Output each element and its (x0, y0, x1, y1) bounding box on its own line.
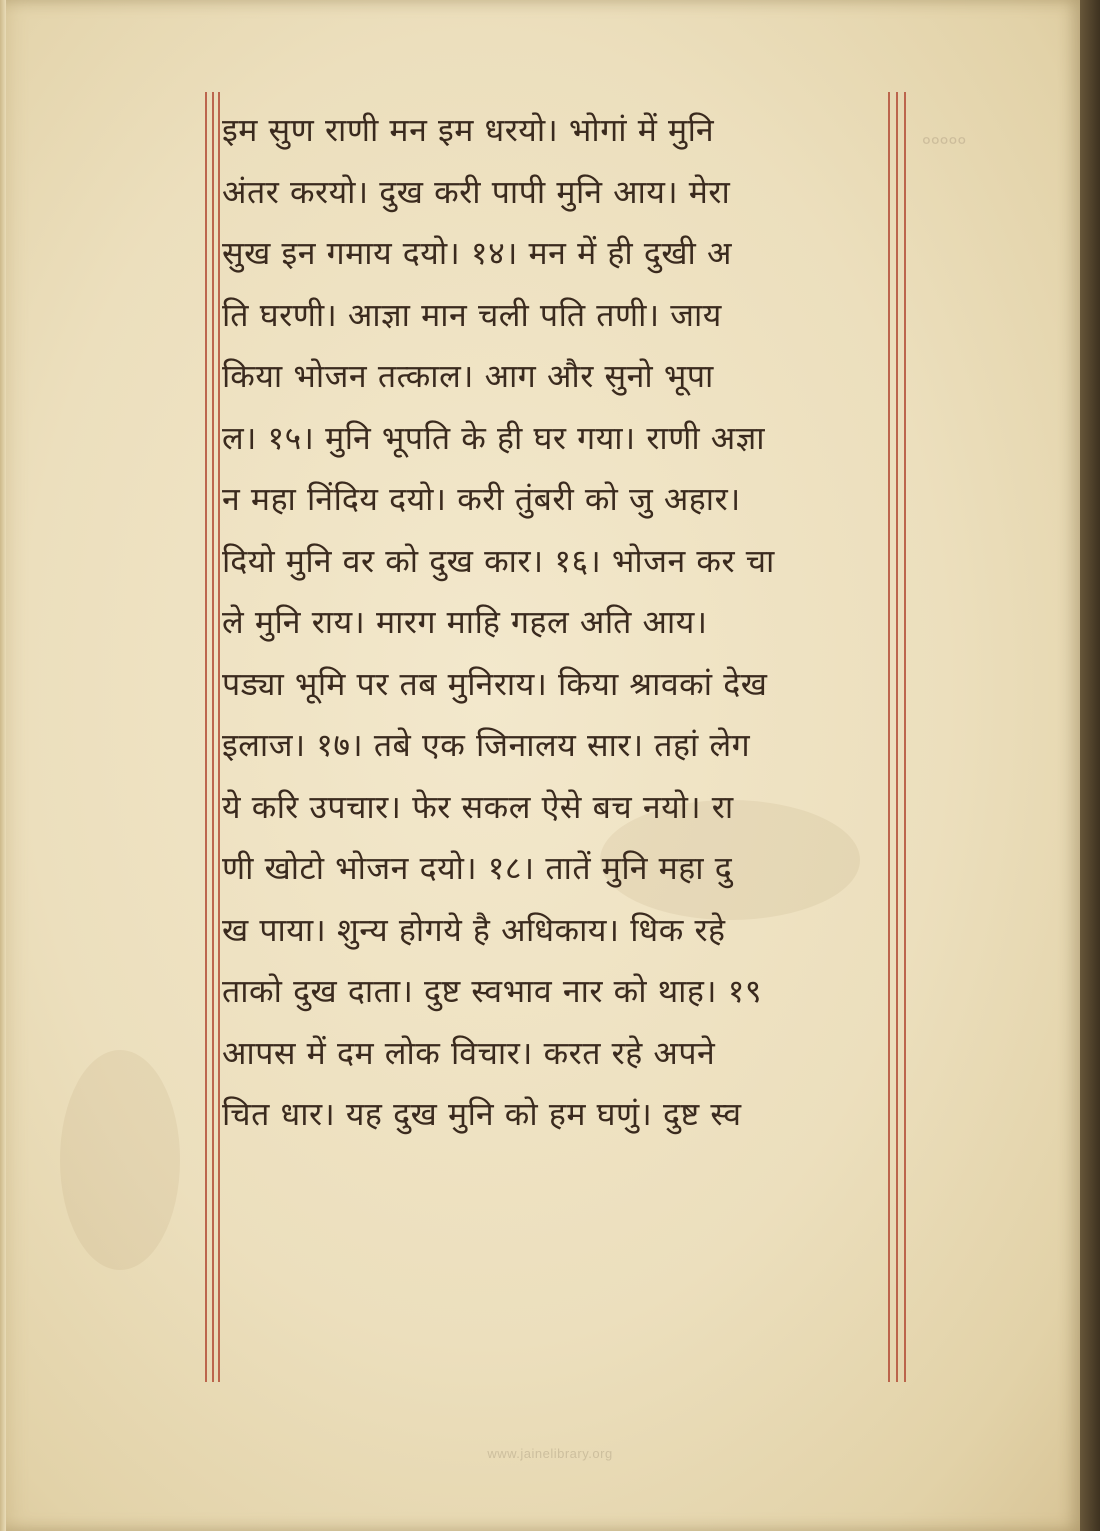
text-line: ति घरणी। आज्ञा मान चली पति तणी। जाय (222, 295, 722, 334)
text-line: इलाज। १७। तबे एक जिनालय सार। तहां लेग (222, 726, 751, 764)
text-line: दियो मुनि वर को दुख कार। १६। भोजन कर चा (222, 541, 775, 580)
text-line: ल। १५। मुनि भूपति के ही घर गया। राणी अज्ञा (222, 418, 766, 457)
watermark: www.jainelibrary.org (487, 1446, 613, 1461)
text-line: अंतर करयो। दुख करी पापी मुनि आय। मेरा (222, 172, 731, 211)
text-line: इम सुण राणी मन इम धरयो। भोगां में मुनि (222, 111, 715, 149)
margin-note: ००००० (922, 131, 967, 151)
right-margin-rule (896, 92, 898, 1382)
text-line: न महा निंदिय दयो। करी तुंबरी को जु अहार। (222, 480, 741, 518)
text-line: पड्या भूमि पर तब मुनिराय। किया श्रावकां देख (222, 664, 768, 703)
text-line: ताको दुख दाता। दुष्ट स्वभाव नार को थाह। १९ (222, 972, 763, 1010)
text-line: ले मुनि राय। मारग माहि गहल अति आय। (222, 603, 708, 641)
text-line: किया भोजन तत्काल। आग और सुनो भूपा (222, 357, 714, 395)
text-line: ये करि उपचार। फेर सकल ऐसे बच नयो। रा (222, 787, 734, 826)
page-edge (0, 0, 6, 1531)
manuscript-text-block (222, 100, 886, 1400)
book-binding (1078, 0, 1100, 1531)
left-margin-rule (212, 92, 214, 1382)
left-margin-rule (205, 92, 207, 1382)
text-line: आपस में दम लोक विचार। करत रहे अपने (222, 1033, 716, 1072)
right-margin-rule (888, 92, 890, 1382)
page-stain (60, 1050, 180, 1270)
right-margin-rule (904, 92, 906, 1382)
text-line: चित धार। यह दुख मुनि को हम घणुं। दुष्ट स्व (222, 1095, 742, 1133)
text-line: णी खोटो भोजन दयो। १८। तातें मुनि महा दु (222, 849, 733, 887)
left-margin-rule (218, 92, 220, 1382)
text-line: सुख इन गमाय दयो। १४। मन में ही दुखी अ (222, 234, 732, 272)
text-line: ख पाया। शुन्य होगये है अधिकाय। धिक रहे (222, 910, 726, 949)
